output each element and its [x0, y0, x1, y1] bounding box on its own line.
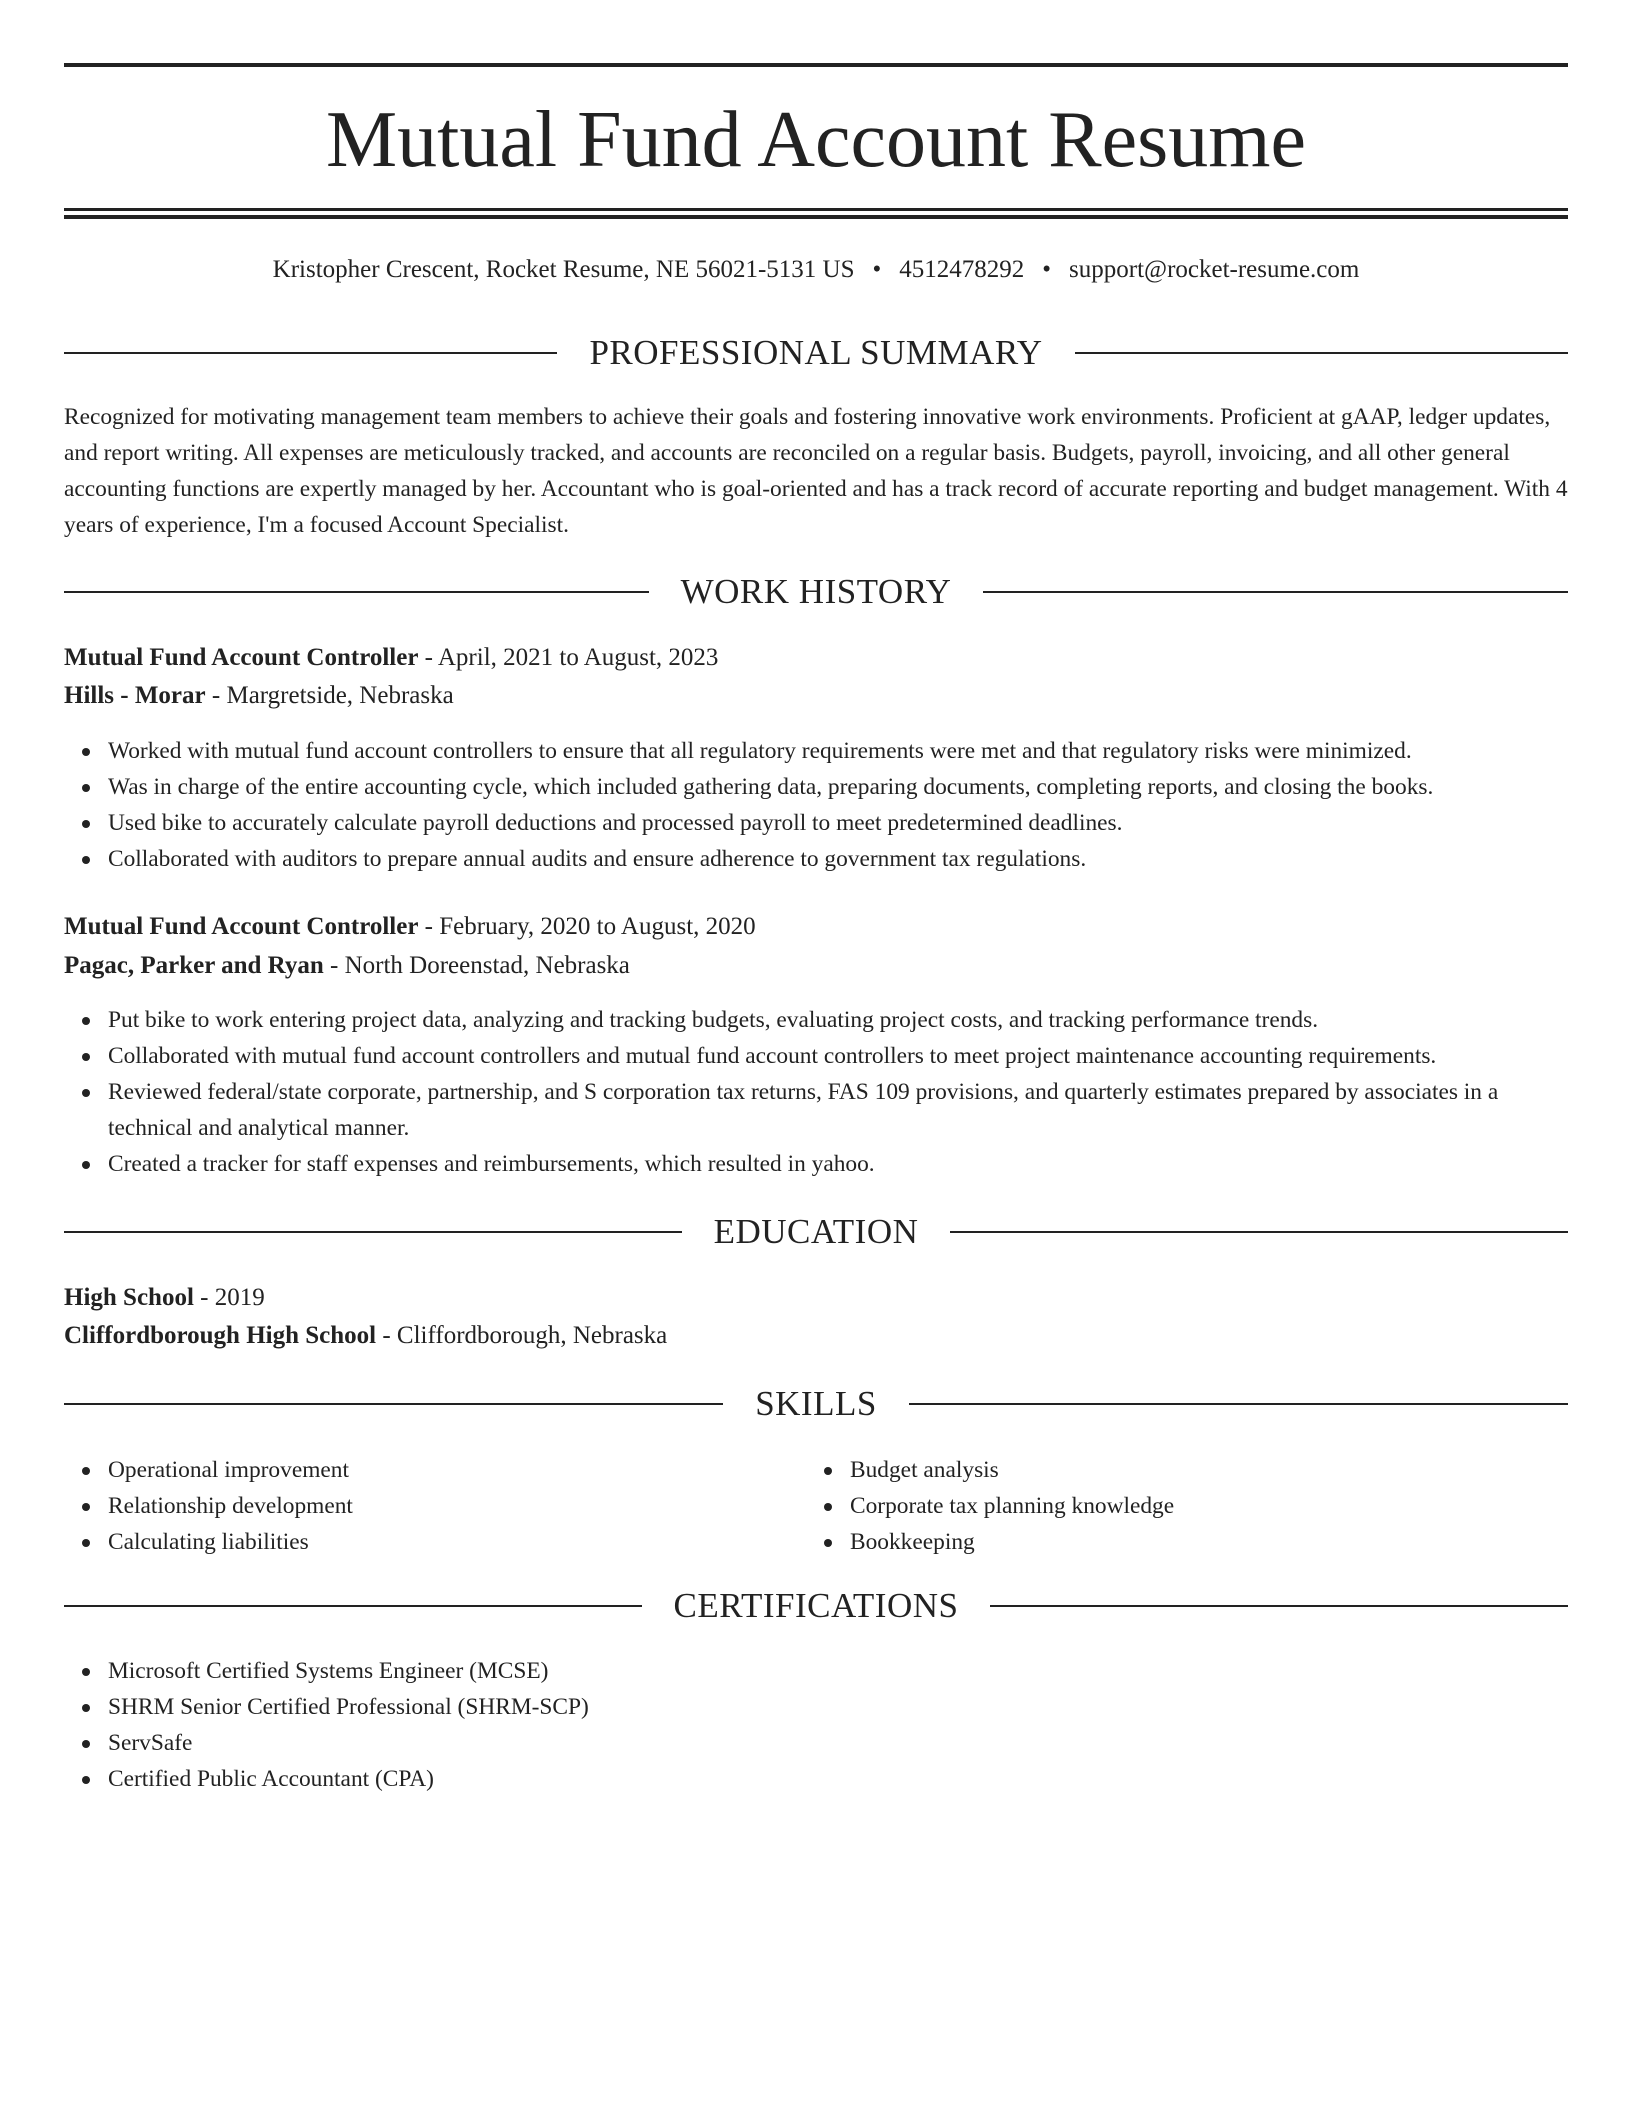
section-heading-summary — [64, 331, 1568, 375]
heading-rule-left — [64, 1403, 723, 1405]
heading-rule-right — [909, 1403, 1568, 1405]
skill-item: Relationship development — [108, 1488, 353, 1524]
section-heading-skills — [64, 1382, 1568, 1426]
section-title: WORK HISTORY — [680, 572, 952, 611]
top-rule — [64, 63, 1568, 67]
list-item: Used bike to accurately calculate payroll deductions and processed payroll to meet predetermined deadlines. — [108, 805, 1433, 841]
list-item: Reviewed federal/state corporate, partnership, and S corporation tax returns, FAS 109 provisions, and quarterly estimates prepared by associates in a technical and analytical manner. — [108, 1074, 1568, 1146]
list-item: Collaborated with mutual fund account controllers and mutual fund account controllers to meet project maintenance accounting requirements. — [108, 1038, 1568, 1074]
job-location: - North Doreenstad, Nebraska — [323, 952, 630, 979]
job-bullets — [64, 1002, 1568, 1182]
title-rule-lower — [64, 215, 1568, 219]
contact-address: Kristopher Crescent, Rocket Resume, NE 56021-5131 US — [272, 256, 855, 283]
certification-item: Microsoft Certified Systems Engineer (MCSE) — [108, 1653, 589, 1689]
heading-rule-left — [64, 591, 649, 593]
education-degree: High School — [64, 1284, 194, 1311]
job-location: - Margretside, Nebraska — [205, 682, 454, 709]
section-title: PROFESSIONAL SUMMARY — [589, 333, 1043, 372]
title-rule-upper — [64, 208, 1568, 211]
certifications-list — [64, 1653, 589, 1797]
job-company: Pagac, Parker and Ryan — [64, 952, 324, 979]
section-title: CERTIFICATIONS — [673, 1586, 959, 1625]
list-item: Worked with mutual fund account controllers to ensure that all regulatory requirements were met and that regulatory risks were minimized. — [108, 733, 1433, 769]
job-company: Hills - Morar — [64, 682, 206, 709]
heading-rule-left — [64, 1605, 642, 1607]
skills-list-right — [806, 1452, 1174, 1560]
education-year: - 2019 — [193, 1284, 265, 1311]
heading-rule-right — [950, 1231, 1568, 1233]
contact-phone: 4512478292 — [899, 256, 1025, 283]
certification-item: Certified Public Accountant (CPA) — [108, 1761, 589, 1797]
heading-rule-right — [1075, 352, 1568, 354]
job-title: Mutual Fund Account Controller — [64, 644, 419, 671]
section-heading-education — [64, 1210, 1568, 1254]
education-school-line — [64, 1318, 667, 1354]
section-title: SKILLS — [755, 1384, 877, 1423]
skill-item: Calculating liabilities — [108, 1524, 353, 1560]
skill-item: Budget analysis — [850, 1452, 1174, 1488]
job-bullets — [64, 733, 1433, 877]
education-school: Cliffordborough High School — [64, 1322, 377, 1349]
skills-list-left — [64, 1452, 353, 1560]
list-item: Was in charge of the entire accounting cycle, which included gathering data, preparing documents, completing reports, and closing the books. — [108, 769, 1433, 805]
education-degree-line — [64, 1280, 265, 1316]
summary-paragraph: Recognized for motivating management team members to achieve their goals and fostering innovative work environments. Proficient at gAAP, ledger updates, and report writing. All expenses are meticulously tracked, and accounts are reconciled on a regular basis. Budgets, payroll, invoicing, and all other general accounting functions are expertly managed by her. Accountant who is goal-oriented and has a track record of accurate reporting and budget management. With 4 years of experience, I'm a focused Account Specialist. — [64, 404, 1568, 538]
certification-item: SHRM Senior Certified Professional (SHRM-SCP) — [108, 1689, 589, 1725]
job-dates: - February, 2020 to August, 2020 — [418, 913, 756, 940]
job-dates: - April, 2021 to August, 2023 — [418, 644, 719, 671]
contact-line — [64, 252, 1568, 288]
job-title-line — [64, 909, 756, 945]
skill-item: Bookkeeping — [850, 1524, 1174, 1560]
section-heading-certifications — [64, 1584, 1568, 1628]
certification-item: ServSafe — [108, 1725, 589, 1761]
skill-item: Operational improvement — [108, 1452, 353, 1488]
job-company-line — [64, 948, 630, 984]
skill-item: Corporate tax planning knowledge — [850, 1488, 1174, 1524]
section-title: EDUCATION — [713, 1212, 919, 1251]
contact-email: support@rocket-resume.com — [1069, 256, 1360, 283]
list-item: Collaborated with auditors to prepare annual audits and ensure adherence to government tax regulations. — [108, 841, 1433, 877]
heading-rule-left — [64, 1231, 682, 1233]
job-title: Mutual Fund Account Controller — [64, 913, 419, 940]
heading-rule-right — [990, 1605, 1568, 1607]
resume-title: Mutual Fund Account Resume — [326, 96, 1306, 184]
list-item: Put bike to work entering project data, analyzing and tracking budgets, evaluating project costs, and tracking performance trends. — [108, 1002, 1568, 1038]
contact-separator: • — [872, 256, 882, 283]
section-heading-work-history — [64, 570, 1568, 614]
heading-rule-right — [983, 591, 1568, 593]
contact-separator: • — [1042, 256, 1052, 283]
job-company-line — [64, 678, 454, 714]
education-location: - Cliffordborough, Nebraska — [376, 1322, 668, 1349]
list-item: Created a tracker for staff expenses and reimbursements, which resulted in yahoo. — [108, 1146, 1568, 1182]
heading-rule-left — [64, 352, 557, 354]
job-title-line — [64, 640, 718, 676]
